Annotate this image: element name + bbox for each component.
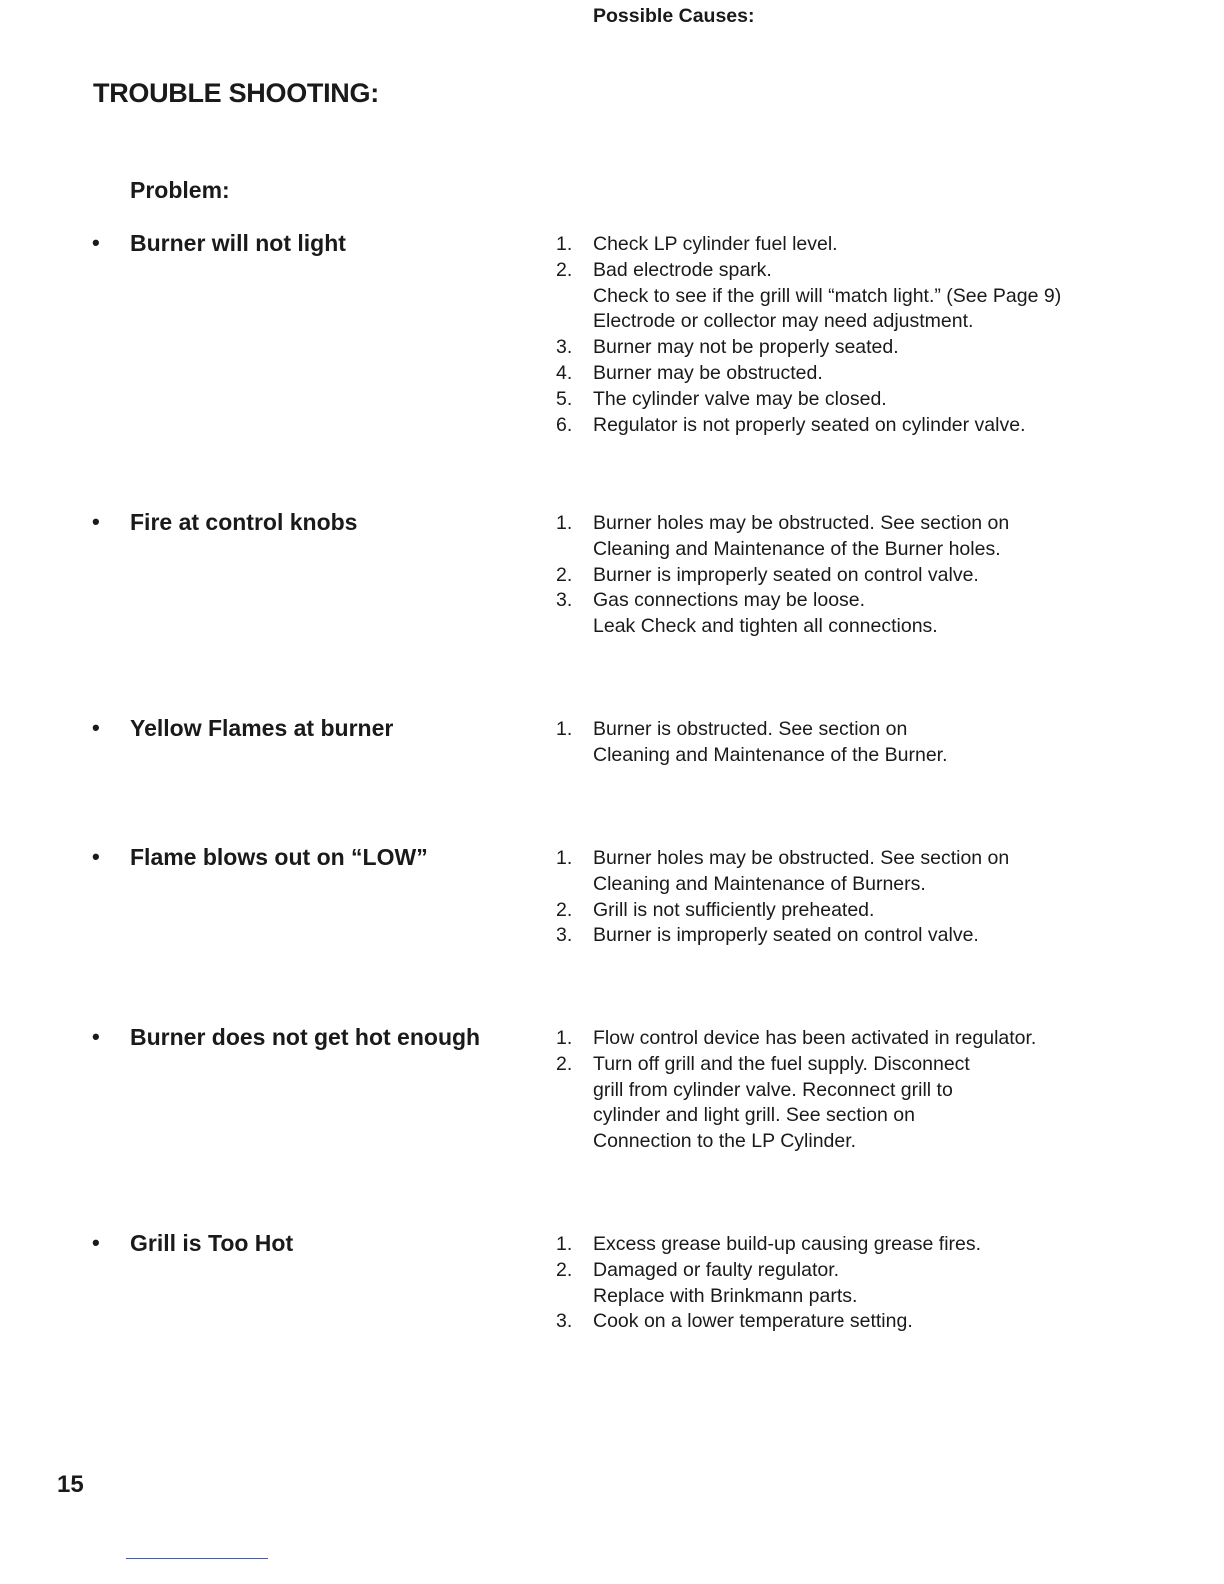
cause-number: 2. [556,563,573,586]
cause-number: 4. [556,361,573,384]
cause-number: 3. [556,1310,573,1333]
problem-column-header: Problem: [130,177,230,203]
cause-item [556,232,1136,258]
problem-label: Fire at control knobs [130,509,358,535]
cause-text: Excess grease build-up causing grease fires. [593,1233,982,1255]
cause-number: 2. [556,1258,573,1281]
cause-number: 1. [556,233,573,255]
cause-text: Burner is obstructed. See section on [593,718,908,740]
bullet-icon: • [92,844,100,869]
cause-text: Burner may not be properly seated. [593,336,899,359]
problem-label: Burner will not light [130,230,346,256]
cause-item [556,335,1136,361]
cause-number: 3. [556,589,573,612]
cause-text: Cleaning and Maintenance of the Burner. [593,743,948,766]
cause-item [556,1052,1136,1155]
cause-number: 3. [556,924,573,947]
cause-number: 1. [556,847,573,869]
footer-rule [126,1558,268,1559]
cause-text: Damaged or faulty regulator. [593,1258,840,1281]
cause-number: 1. [556,1027,573,1049]
cause-number: 3. [556,336,573,359]
bullet-icon: • [92,715,100,740]
cause-item [556,1258,1136,1310]
cause-text: Burner holes may be obstructed. See section on [593,512,1010,534]
cause-text: Cook on a lower temperature setting. [593,1310,913,1333]
causes-list [556,232,1136,438]
cause-number: 2. [556,258,573,281]
cause-number: 2. [556,1052,573,1075]
bullet-icon: • [92,230,100,255]
causes-list [556,511,1136,640]
cause-number: 1. [556,512,573,534]
cause-text: Connection to the LP Cylinder. [593,1130,857,1153]
cause-text: Electrode or collector may need adjustment. [593,310,974,333]
cause-item [556,1309,1136,1335]
cause-text: Cleaning and Maintenance of the Burner holes. [593,537,1001,560]
cause-item [556,387,1136,413]
cause-item [556,413,1136,439]
cause-text: cylinder and light grill. See section on [593,1104,915,1127]
cause-text: Burner is improperly seated on control valve. [593,924,979,947]
bullet-icon: • [92,509,100,534]
cause-item [556,258,1136,335]
cause-text: Check LP cylinder fuel level. [593,233,838,255]
cause-item [556,923,1136,949]
causes-column-header: Possible Causes: [593,5,755,27]
problem-label: Grill is Too Hot [130,1230,294,1256]
causes-list [556,717,1136,769]
causes-list [556,846,1136,949]
cause-item [556,588,1136,640]
causes-list [556,1232,1136,1335]
cause-item [556,361,1136,387]
cause-text: Grill is not sufficiently preheated. [593,898,875,921]
cause-text: The cylinder valve may be closed. [593,387,887,410]
page-title: TROUBLE SHOOTING: [93,78,379,108]
cause-item [556,1026,1136,1052]
cause-text: Leak Check and tighten all connections. [593,615,938,638]
problem-label: Flame blows out on “LOW” [130,844,428,870]
cause-text: Gas connections may be loose. [593,589,866,612]
cause-item [556,563,1136,589]
cause-number: 1. [556,1233,573,1255]
cause-text: Burner holes may be obstructed. See section on [593,847,1010,869]
problem-label: Yellow Flames at burner [130,715,394,741]
bullet-icon: • [92,1024,100,1049]
bullet-icon: • [92,1230,100,1255]
cause-number: 5. [556,387,573,410]
cause-item [556,1232,1136,1258]
causes-list [556,1026,1136,1155]
cause-text: grill from cylinder valve. Reconnect grill to [593,1078,953,1101]
cause-text: Regulator is not properly seated on cylinder valve. [593,413,1026,436]
cause-number: 2. [556,898,573,921]
cause-text: Bad electrode spark. [593,258,772,281]
cause-text: Check to see if the grill will “match light.” (See Page 9) [593,284,1062,307]
cause-item [556,511,1136,563]
cause-text: Replace with Brinkmann parts. [593,1284,858,1307]
cause-item [556,898,1136,924]
cause-text: Burner may be obstructed. [593,361,823,384]
cause-number: 6. [556,413,573,436]
problem-label: Burner does not get hot enough [130,1024,481,1050]
cause-text: Burner is improperly seated on control valve. [593,563,979,586]
cause-number: 1. [556,718,573,740]
cause-item [556,717,1136,769]
cause-text: Flow control device has been activated in regulator. [593,1027,1037,1049]
cause-text: Cleaning and Maintenance of Burners. [593,872,926,895]
cause-text: Turn off grill and the fuel supply. Disconnect [593,1052,970,1075]
cause-item [556,846,1136,898]
page-number: 15 [57,1471,84,1498]
